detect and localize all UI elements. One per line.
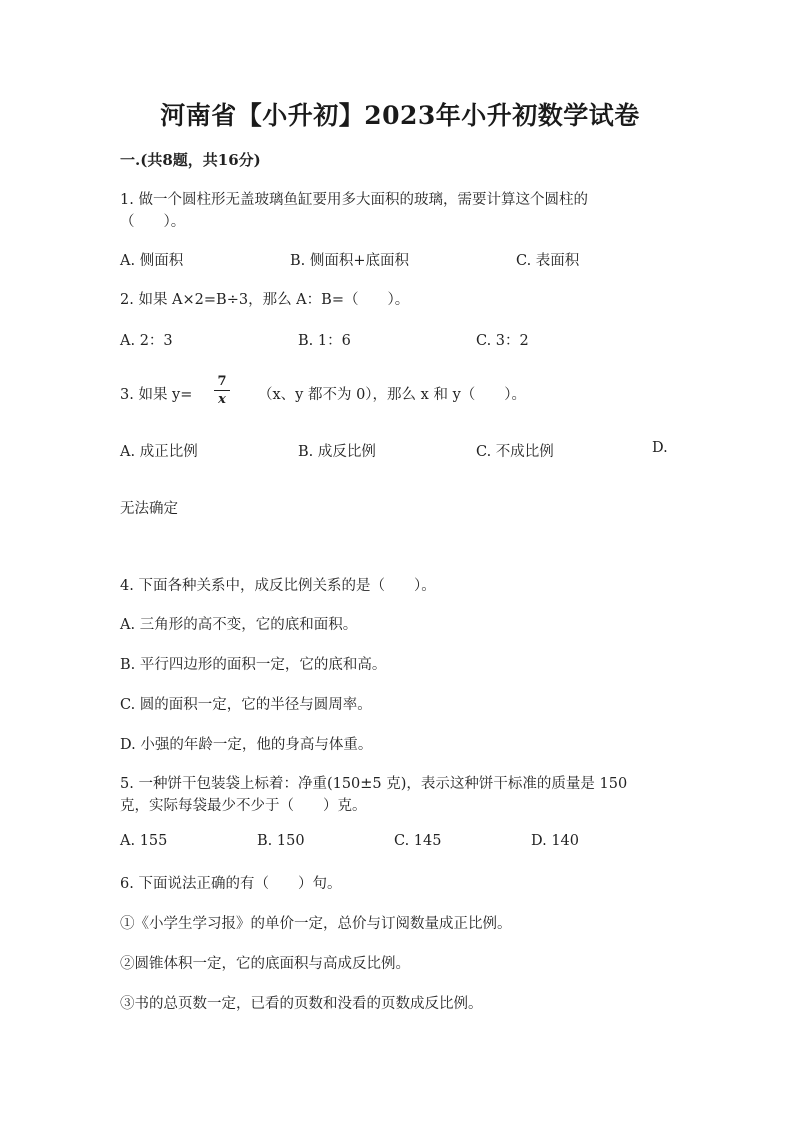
q3-option-d: D. — [652, 440, 668, 456]
q5-option-a: A. 155 — [120, 833, 168, 849]
question-1-text-cont: （ ）。 — [120, 214, 186, 230]
section-heading: 一.(共8题，共16分) — [120, 151, 261, 169]
question-4-text: 4. 下面各种关系中，成反比例关系的是（ ）。 — [120, 578, 436, 594]
q5-option-c: C. 145 — [394, 833, 442, 849]
question-3-suffix: （x、y 都不为 0），那么 x 和 y（ ）。 — [258, 387, 527, 403]
question-1-text: 1. 做一个圆柱形无盖玻璃鱼缸要用多大面积的玻璃，需要计算这个圆柱的 — [120, 192, 588, 208]
q6-statement-1: ①《小学生学习报》的单价一定，总价与订阅数量成正比例。 — [120, 916, 512, 932]
fraction-bar — [214, 390, 230, 391]
fraction-numerator: 7 — [217, 374, 227, 389]
q3-option-d-text: 无法确定 — [120, 501, 178, 517]
fraction-denominator: x — [218, 392, 226, 407]
q1-option-c: C. 表面积 — [516, 253, 580, 269]
fraction-7-over-x — [214, 374, 230, 407]
q1-option-b: B. 侧面积+底面积 — [290, 253, 410, 269]
page-title: 河南省【小升初】2023年小升初数学试卷 — [160, 101, 640, 130]
question-3-prefix: 3. 如果 y= — [120, 387, 193, 403]
q6-statement-3: ③书的总页数一定，已看的页数和没看的页数成反比例。 — [120, 996, 483, 1012]
q2-option-a: A. 2：3 — [120, 333, 173, 349]
question-6-text: 6. 下面说法正确的有（ ）句。 — [120, 876, 342, 892]
q5-option-d: D. 140 — [531, 833, 580, 849]
q3-option-a: A. 成正比例 — [120, 444, 198, 460]
q4-option-c: C. 圆的面积一定，它的半径与圆周率。 — [120, 697, 372, 713]
q6-statement-2: ②圆锥体积一定，它的底面积与高成反比例。 — [120, 956, 410, 972]
q2-option-c: C. 3：2 — [476, 333, 529, 349]
q2-option-b: B. 1：6 — [298, 333, 351, 349]
question-5-text-cont: 克，实际每袋最少不少于（ ）克。 — [120, 798, 367, 814]
q3-option-c: C. 不成比例 — [476, 444, 554, 460]
q1-option-a: A. 侧面积 — [120, 253, 184, 269]
question-2-text: 2. 如果 A×2=B÷3，那么 A：B=（ ）。 — [120, 292, 410, 308]
q4-option-d: D. 小强的年龄一定，他的身高与体重。 — [120, 737, 373, 753]
q4-option-b: B. 平行四边形的面积一定，它的底和高。 — [120, 657, 387, 673]
q4-option-a: A. 三角形的高不变，它的底和面积。 — [120, 617, 358, 633]
q3-option-b: B. 成反比例 — [298, 444, 376, 460]
q5-option-b: B. 150 — [257, 833, 305, 849]
question-5-text: 5. 一种饼干包装袋上标着：净重(150±5 克)，表示这种饼干标准的质量是 150 — [120, 776, 628, 792]
